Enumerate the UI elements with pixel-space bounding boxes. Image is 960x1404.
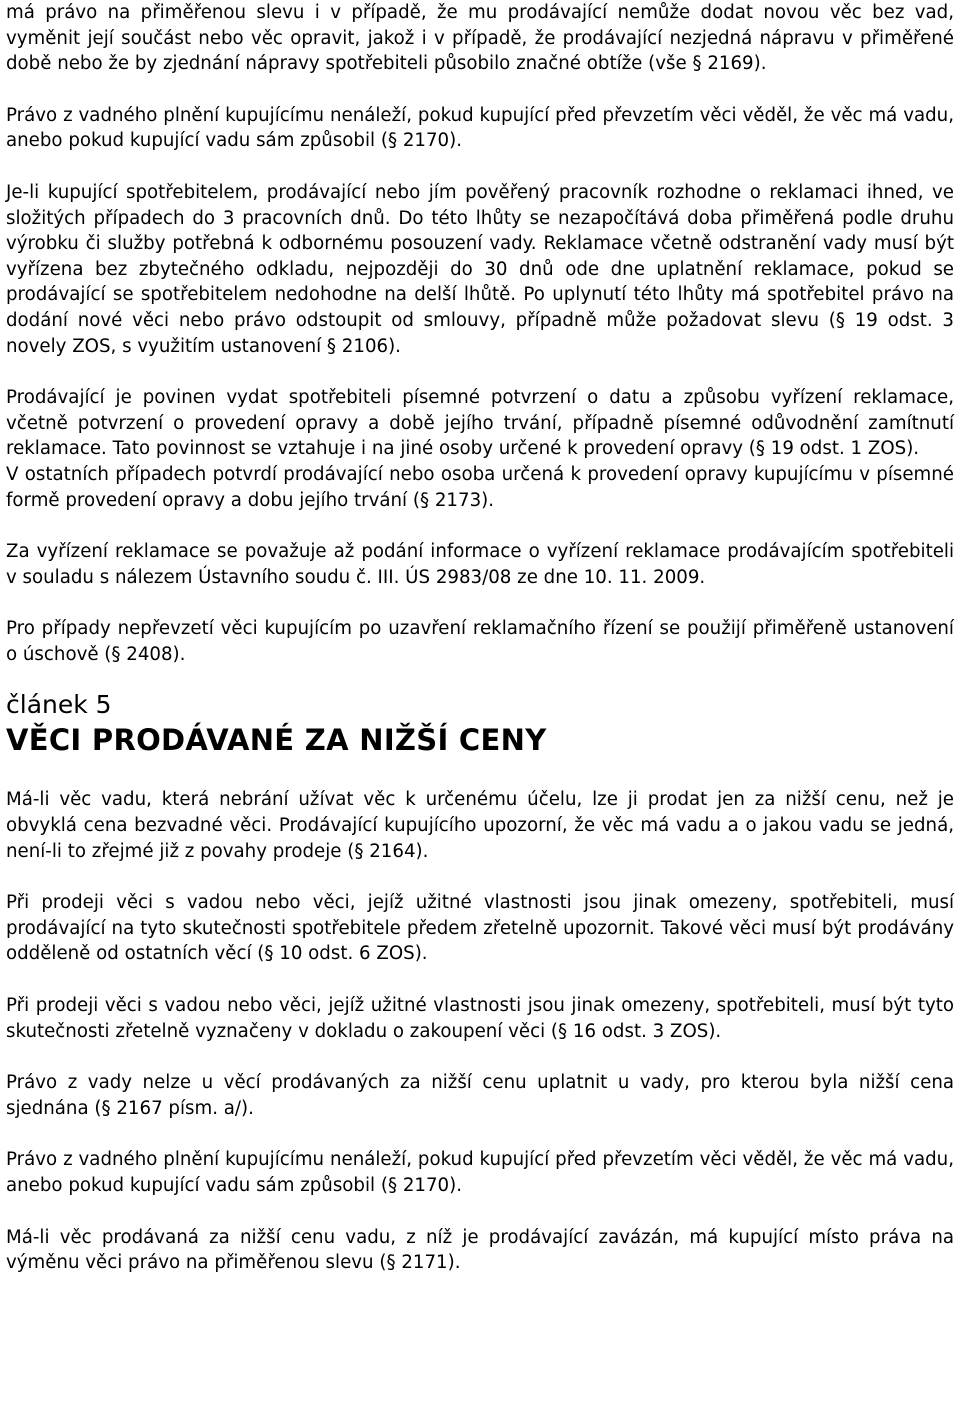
- paragraph-defect-lower-price: Má-li věc vadu, která nebrání užívat věc k určenému účelu, lze ji prodat jen za nižší cenu, než je obvyklá cena bezvadné věci. Prodávající kupujícího upozorní, že věc má vadu a o jakou vadu se jedná, není-li to zřejmé již z povahy prodeje (§ 2164).: [6, 789, 954, 862]
- spacer: [6, 590, 954, 616]
- paragraph-custody: Pro případy nepřevzetí věci kupujícím po uzavření reklamačního řízení se použijí přiměřeně ustanovení o úschově (§ 2408).: [6, 618, 954, 665]
- spacer: [6, 154, 954, 180]
- paragraph-no-right-known-defect: Právo z vadného plnění kupujícímu nenáleží, pokud kupující před převzetím věci věděl, že věc má vadu, anebo pokud kupující vadu sám způsobil (§ 2170).: [6, 104, 954, 152]
- spacer: [6, 1044, 954, 1070]
- article-title: VĚCI PRODÁVANÉ ZA NIŽŠÍ CENY: [6, 723, 547, 758]
- paragraph-discount-instead-exchange: Má-li věc prodávaná za nižší cenu vadu, z níž je prodávající zavázán, má kupující místo práva na výměnu věci právo na přiměřenou slevu (§ 2171).: [6, 1226, 954, 1274]
- article-number: článek 5: [6, 690, 112, 720]
- spacer: [6, 359, 954, 385]
- spacer: [6, 967, 954, 993]
- paragraph-warn-consumer: Při prodeji věci s vadou nebo věci, jejíž užitné vlastnosti jsou jinak omezeny, spotřebiteli, musí prodávající na tyto skutečnosti spotřebitele předem zřetelně upozornit. Takové věci musí být prodávány odděleně od ostatních věcí (§ 10 odst. 6 ZOS).: [6, 892, 954, 965]
- paragraph-complaint-settled: Za vyřízení reklamace se považuje až podání informace o vyřízení reklamace prodávajícím spotřebiteli v souladu s nálezem Ústavního soudu č. III. ÚS 2983/08 ze dne 10. 11. 2009.: [6, 541, 954, 588]
- paragraph-no-right-known-defect-2: Právo z vadného plnění kupujícímu nenáleží, pokud kupující před převzetím věci věděl, že věc má vadu, anebo pokud kupující vadu sám způsobil (§ 2170).: [6, 1149, 954, 1196]
- paragraph-no-claim-reduced: Právo z vady nelze u věcí prodávaných za nižší cenu uplatnit u vady, pro kterou byla nižší cena sjednána (§ 2167 písm. a/).: [6, 1072, 954, 1119]
- paragraph-repair-confirmation: V ostatních případech potvrdí prodávající nebo osoba určená k provedení opravy kupujícímu v písemné formě provedení opravy a dobu jejího trvání (§ 2173).: [6, 463, 954, 511]
- paragraph-reduced-price-right: má právo na přiměřenou slevu i v případě, že mu prodávající nemůže dodat novou věc bez vad, vyměnit její součást nebo věc opravit, jakož i v případě, že prodávající nezjedná nápravu v přiměřené době nebo že by zjednání nápravy spotřebiteli působilo značné obtíže (vše § 2169).: [6, 2, 954, 75]
- paragraph-complaint-handling: Je-li kupující spotřebitelem, prodávající nebo jím pověřený pracovník rozhodne o reklamaci ihned, ve složitých případech do 3 pracovních dnů. Do této lhůty se nezapočítává doba přiměřená podle druhu výrobku či služby potřebná k odbornému posouzení vady. Reklamace včetně odstranění vady musí být vyřízena bez zbytečného odkladu, nejpozději do 30 dnů ode dne uplatnění reklamace, pokud se prodávající se spotřebitelem nedohodne na delší lhůtě. Po uplynutí této lhůty má spotřebitel právo na dodání nové věci nebo právo odstoupit od smlouvy, případně může požadovat slevu (§ 19 odst. 3 novely ZOS, s využitím ustanovení § 2106).: [6, 181, 954, 357]
- paragraph-written-confirmation: Prodávající je povinen vydat spotřebiteli písemné potvrzení o datu a způsobu vyřízení reklamace, včetně potvrzení o provedení opravy a době jejího trvání, případně písemné odůvodnění zamítnutí reklamace. Tato povinnost se vztahuje i na jiné osoby určené k provedení opravy (§ 19 odst. 1 ZOS).: [6, 387, 954, 460]
- paragraph-mark-in-receipt: Při prodeji věci s vadou nebo věci, jejíž užitné vlastnosti jsou jinak omezeny, spotřebiteli, musí být tyto skutečnosti zřetelně vyznačeny v dokladu o zakoupení věci (§ 16 odst. 3 ZOS).: [6, 995, 954, 1042]
- spacer: [6, 1199, 954, 1225]
- document-page: [6, 0, 954, 1276]
- spacer: [6, 1121, 954, 1147]
- spacer: [6, 667, 954, 689]
- spacer: [6, 864, 954, 890]
- spacer: [6, 77, 954, 103]
- spacer: [6, 759, 954, 787]
- spacer: [6, 513, 954, 539]
